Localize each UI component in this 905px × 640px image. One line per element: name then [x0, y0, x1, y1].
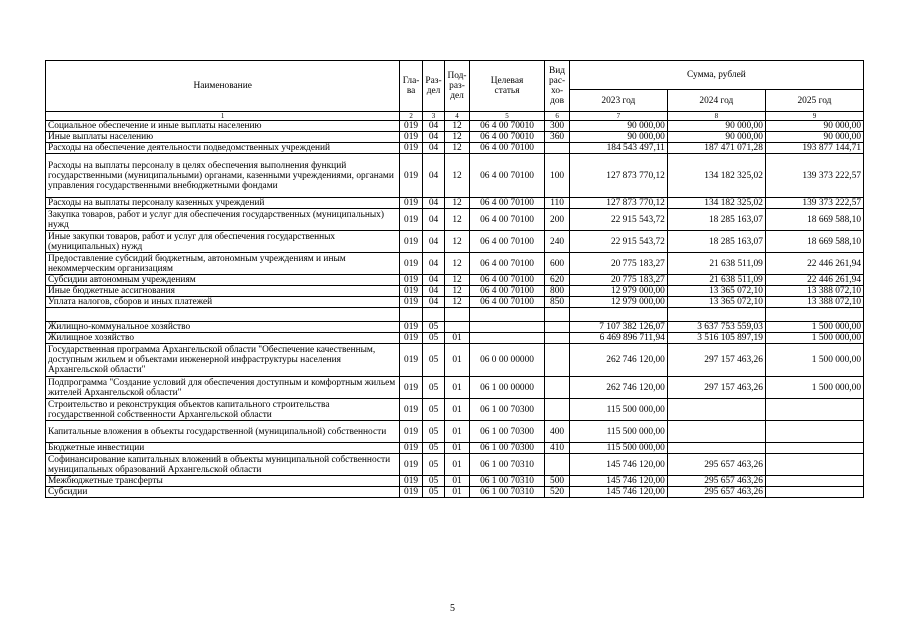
cell-g: 019: [400, 454, 422, 476]
cell-g: 019: [400, 476, 422, 487]
cell-name: Предоставление субсидий бюджетным, автономным учреждениям и иным некоммерческим организациям: [46, 253, 400, 275]
cell-g: 019: [400, 253, 422, 275]
cell-c: 13 388 072,10: [765, 286, 863, 297]
cell-v: [545, 333, 570, 344]
cell-name: Расходы на выплаты персоналу казенных учреждений: [46, 198, 400, 209]
cell-t: 06 4 00 70100: [469, 198, 545, 209]
cell-name: Софинансирование капитальных вложений в объекты муниципальной собственности муниципальных образований Архангельской области: [46, 454, 400, 476]
cell-a: 127 873 770,12: [569, 154, 667, 198]
column-index: 4: [445, 112, 470, 121]
cell-c: [765, 308, 863, 322]
table-row: [46, 333, 864, 344]
header-vid: Вид рас- хо- дов: [545, 61, 570, 112]
table-row: [46, 231, 864, 253]
cell-b: 3 637 753 559,03: [667, 322, 765, 333]
header-target: Целевая статья: [469, 61, 545, 112]
cell-name: Жилищное хозяйство: [46, 333, 400, 344]
cell-c: 1 500 000,00: [765, 322, 863, 333]
table-row: [46, 454, 864, 476]
cell-t: 06 4 00 70100: [469, 297, 545, 308]
cell-v: [545, 322, 570, 333]
cell-t: 06 4 00 70100: [469, 154, 545, 198]
cell-t: 06 1 00 70310: [469, 476, 545, 487]
cell-t: 06 4 00 70100: [469, 209, 545, 231]
cell-p: 01: [445, 344, 470, 377]
cell-p: 12: [445, 231, 470, 253]
cell-p: 01: [445, 454, 470, 476]
cell-t: 06 1 00 70300: [469, 443, 545, 454]
cell-c: 193 877 144,71: [765, 143, 863, 154]
cell-c: 22 446 261,94: [765, 253, 863, 275]
cell-p: 01: [445, 399, 470, 421]
cell-t: 06 1 00 70300: [469, 421, 545, 443]
cell-name: Иные выплаты населению: [46, 132, 400, 143]
cell-g: 019: [400, 344, 422, 377]
cell-c: 139 373 222,57: [765, 154, 863, 198]
cell-p: 12: [445, 275, 470, 286]
cell-p: 01: [445, 443, 470, 454]
cell-b: 297 157 463,26: [667, 377, 765, 399]
cell-t: [469, 322, 545, 333]
cell-name: Подпрограмма "Создание условий для обеспечения доступным и комфортным жильем жителей Архангельской области": [46, 377, 400, 399]
cell-r: 05: [422, 377, 444, 399]
cell-t: 06 1 00 70310: [469, 487, 545, 498]
cell-name: Расходы на обеспечение деятельности подведомственных учреждений: [46, 143, 400, 154]
cell-t: 06 1 00 70300: [469, 399, 545, 421]
cell-g: 019: [400, 377, 422, 399]
cell-a: 262 746 120,00: [569, 344, 667, 377]
cell-r: 05: [422, 487, 444, 498]
cell-r: 04: [422, 253, 444, 275]
cell-name: Закупка товаров, работ и услуг для обеспечения государственных (муниципальных) нужд: [46, 209, 400, 231]
cell-c: [765, 443, 863, 454]
table-row: [46, 253, 864, 275]
cell-a: 184 543 497,11: [569, 143, 667, 154]
cell-name: Капитальные вложения в объекты государственной (муниципальной) собственности: [46, 421, 400, 443]
cell-b: [667, 399, 765, 421]
cell-name: Жилищно-коммунальное хозяйство: [46, 322, 400, 333]
cell-b: 295 657 463,26: [667, 454, 765, 476]
cell-g: 019: [400, 198, 422, 209]
cell-a: 7 107 382 126,07: [569, 322, 667, 333]
cell-a: 12 979 000,00: [569, 286, 667, 297]
table-row: [46, 286, 864, 297]
cell-g: 019: [400, 286, 422, 297]
cell-p: 12: [445, 297, 470, 308]
cell-a: [569, 308, 667, 322]
cell-v: 800: [545, 286, 570, 297]
header-2023: 2023 год: [569, 90, 667, 112]
cell-p: 01: [445, 333, 470, 344]
cell-name: Уплата налогов, сборов и иных платежей: [46, 297, 400, 308]
header-2025: 2025 год: [765, 90, 863, 112]
cell-b: 18 285 163,07: [667, 209, 765, 231]
cell-a: 262 746 120,00: [569, 377, 667, 399]
cell-b: 90 000,00: [667, 132, 765, 143]
header-2024: 2024 год: [667, 90, 765, 112]
table-row: [46, 487, 864, 498]
cell-c: [765, 454, 863, 476]
cell-r: 05: [422, 443, 444, 454]
cell-b: [667, 443, 765, 454]
cell-t: [469, 333, 545, 344]
cell-g: 019: [400, 143, 422, 154]
cell-p: 12: [445, 286, 470, 297]
cell-b: 297 157 463,26: [667, 344, 765, 377]
cell-p: [445, 308, 470, 322]
cell-t: 06 4 00 70010: [469, 121, 545, 132]
cell-a: 90 000,00: [569, 121, 667, 132]
cell-t: 06 4 00 70100: [469, 286, 545, 297]
cell-p: 12: [445, 121, 470, 132]
cell-g: 019: [400, 154, 422, 198]
cell-p: 12: [445, 253, 470, 275]
cell-name: Межбюджетные трансферты: [46, 476, 400, 487]
cell-r: 04: [422, 132, 444, 143]
cell-c: 18 669 588,10: [765, 209, 863, 231]
cell-t: 06 4 00 70100: [469, 253, 545, 275]
cell-b: 3 516 105 897,19: [667, 333, 765, 344]
table-row: [46, 143, 864, 154]
table-row: [46, 209, 864, 231]
cell-r: 05: [422, 476, 444, 487]
table-row: [46, 198, 864, 209]
cell-p: 12: [445, 154, 470, 198]
cell-r: 04: [422, 121, 444, 132]
table-row: [46, 297, 864, 308]
table-row: [46, 421, 864, 443]
cell-p: 12: [445, 198, 470, 209]
cell-t: 06 1 00 00000: [469, 377, 545, 399]
cell-r: 05: [422, 322, 444, 333]
cell-a: 22 915 543,72: [569, 231, 667, 253]
cell-b: 90 000,00: [667, 121, 765, 132]
cell-c: 1 500 000,00: [765, 344, 863, 377]
cell-a: 6 469 896 711,94: [569, 333, 667, 344]
cell-b: 134 182 325,02: [667, 198, 765, 209]
cell-name: Строительство и реконструкция объектов капитального строительства государственной собственности Архангельской области: [46, 399, 400, 421]
cell-name: Социальное обеспечение и иные выплаты населению: [46, 121, 400, 132]
cell-r: 04: [422, 231, 444, 253]
column-index: 7: [569, 112, 667, 121]
table-row: [46, 443, 864, 454]
cell-r: 04: [422, 209, 444, 231]
cell-a: 145 746 120,00: [569, 454, 667, 476]
cell-v: 200: [545, 209, 570, 231]
table-row: [46, 322, 864, 333]
cell-b: [667, 308, 765, 322]
header-sum: Сумма, рублей: [569, 61, 863, 90]
table-row: [46, 344, 864, 377]
cell-t: 06 4 00 70010: [469, 132, 545, 143]
header-podrazdel: Под- раз- дел: [445, 61, 470, 112]
cell-c: [765, 476, 863, 487]
column-index: 9: [765, 112, 863, 121]
cell-r: 04: [422, 154, 444, 198]
table-row: [46, 399, 864, 421]
header-name: Наименование: [46, 61, 400, 112]
cell-p: 12: [445, 143, 470, 154]
cell-r: 04: [422, 198, 444, 209]
cell-c: 1 500 000,00: [765, 377, 863, 399]
cell-t: 06 4 00 70100: [469, 143, 545, 154]
table-row: [46, 275, 864, 286]
table-body: [46, 121, 864, 498]
cell-r: [422, 308, 444, 322]
cell-v: 500: [545, 476, 570, 487]
cell-b: [667, 421, 765, 443]
cell-v: 520: [545, 487, 570, 498]
header-razdel: Раз- дел: [422, 61, 444, 112]
cell-p: 01: [445, 487, 470, 498]
cell-g: 019: [400, 231, 422, 253]
cell-c: 13 388 072,10: [765, 297, 863, 308]
cell-v: [545, 454, 570, 476]
cell-a: 22 915 543,72: [569, 209, 667, 231]
table-row: [46, 308, 864, 322]
cell-c: [765, 421, 863, 443]
cell-a: 115 500 000,00: [569, 421, 667, 443]
cell-t: 06 4 00 70100: [469, 275, 545, 286]
cell-r: 05: [422, 421, 444, 443]
cell-name: Бюджетные инвестиции: [46, 443, 400, 454]
cell-c: 22 446 261,94: [765, 275, 863, 286]
cell-c: 139 373 222,57: [765, 198, 863, 209]
cell-t: [469, 308, 545, 322]
column-index: 2: [400, 112, 422, 121]
cell-p: 01: [445, 377, 470, 399]
header-glava: Гла- ва: [400, 61, 422, 112]
cell-name: [46, 308, 400, 322]
cell-p: 01: [445, 476, 470, 487]
cell-p: [445, 322, 470, 333]
column-index: 5: [469, 112, 545, 121]
cell-v: 400: [545, 421, 570, 443]
cell-r: 04: [422, 286, 444, 297]
cell-a: 20 775 183,27: [569, 275, 667, 286]
page-number: 5: [450, 603, 455, 614]
cell-v: 360: [545, 132, 570, 143]
cell-g: 019: [400, 333, 422, 344]
cell-a: 145 746 120,00: [569, 487, 667, 498]
cell-v: 620: [545, 275, 570, 286]
cell-g: 019: [400, 443, 422, 454]
cell-c: 90 000,00: [765, 121, 863, 132]
cell-v: 300: [545, 121, 570, 132]
cell-p: 12: [445, 132, 470, 143]
cell-b: 13 365 072,10: [667, 286, 765, 297]
cell-r: 05: [422, 399, 444, 421]
cell-g: 019: [400, 399, 422, 421]
cell-g: 019: [400, 322, 422, 333]
cell-b: 21 638 511,09: [667, 275, 765, 286]
cell-g: 019: [400, 487, 422, 498]
cell-v: 100: [545, 154, 570, 198]
cell-a: 115 500 000,00: [569, 443, 667, 454]
cell-t: 06 0 00 00000: [469, 344, 545, 377]
cell-b: 134 182 325,02: [667, 154, 765, 198]
cell-r: 04: [422, 297, 444, 308]
cell-c: 90 000,00: [765, 132, 863, 143]
cell-name: Субсидии: [46, 487, 400, 498]
cell-v: [545, 377, 570, 399]
cell-r: 05: [422, 454, 444, 476]
cell-r: 05: [422, 333, 444, 344]
cell-v: [545, 344, 570, 377]
cell-t: 06 1 00 70310: [469, 454, 545, 476]
table-row: [46, 476, 864, 487]
cell-c: [765, 399, 863, 421]
cell-a: 90 000,00: [569, 132, 667, 143]
column-index: 8: [667, 112, 765, 121]
cell-a: 127 873 770,12: [569, 198, 667, 209]
cell-r: 04: [422, 143, 444, 154]
cell-b: 18 285 163,07: [667, 231, 765, 253]
cell-g: 019: [400, 421, 422, 443]
cell-g: 019: [400, 132, 422, 143]
cell-v: 600: [545, 253, 570, 275]
table-row: [46, 154, 864, 198]
column-index: 1: [46, 112, 400, 121]
cell-a: 115 500 000,00: [569, 399, 667, 421]
cell-b: 13 365 072,10: [667, 297, 765, 308]
cell-g: [400, 308, 422, 322]
column-index-row: [46, 112, 864, 121]
cell-r: 04: [422, 275, 444, 286]
cell-b: 187 471 071,28: [667, 143, 765, 154]
column-index: 6: [545, 112, 570, 121]
cell-g: 019: [400, 121, 422, 132]
cell-r: 05: [422, 344, 444, 377]
cell-c: 1 500 000,00: [765, 333, 863, 344]
cell-a: 145 746 120,00: [569, 476, 667, 487]
cell-v: [545, 399, 570, 421]
table-row: [46, 121, 864, 132]
cell-a: 12 979 000,00: [569, 297, 667, 308]
column-index: 3: [422, 112, 444, 121]
cell-g: 019: [400, 275, 422, 286]
cell-v: 240: [545, 231, 570, 253]
cell-p: 01: [445, 421, 470, 443]
cell-g: 019: [400, 209, 422, 231]
table-row: [46, 377, 864, 399]
cell-g: 019: [400, 297, 422, 308]
cell-a: 20 775 183,27: [569, 253, 667, 275]
cell-c: 18 669 588,10: [765, 231, 863, 253]
cell-v: [545, 308, 570, 322]
cell-v: [545, 143, 570, 154]
budget-table: [45, 60, 864, 498]
cell-v: 410: [545, 443, 570, 454]
cell-name: Иные бюджетные ассигнования: [46, 286, 400, 297]
cell-v: 850: [545, 297, 570, 308]
cell-b: 295 657 463,26: [667, 487, 765, 498]
cell-name: Субсидии автономным учреждениям: [46, 275, 400, 286]
table-row: [46, 132, 864, 143]
cell-name: Иные закупки товаров, работ и услуг для обеспечения государственных (муниципальных) нужд: [46, 231, 400, 253]
cell-t: 06 4 00 70100: [469, 231, 545, 253]
cell-v: 110: [545, 198, 570, 209]
cell-p: 12: [445, 209, 470, 231]
cell-name: Государственная программа Архангельской области "Обеспечение качественным, доступным жильем и объектами инженерной инфраструктуры населения Архангельской области": [46, 344, 400, 377]
cell-b: 295 657 463,26: [667, 476, 765, 487]
cell-name: Расходы на выплаты персоналу в целях обеспечения выполнения функций государственными (муниципальными) органами, казенными учреждениями, органами управления государственными внебюджетными фондами: [46, 154, 400, 198]
cell-b: 21 638 511,09: [667, 253, 765, 275]
cell-c: [765, 487, 863, 498]
